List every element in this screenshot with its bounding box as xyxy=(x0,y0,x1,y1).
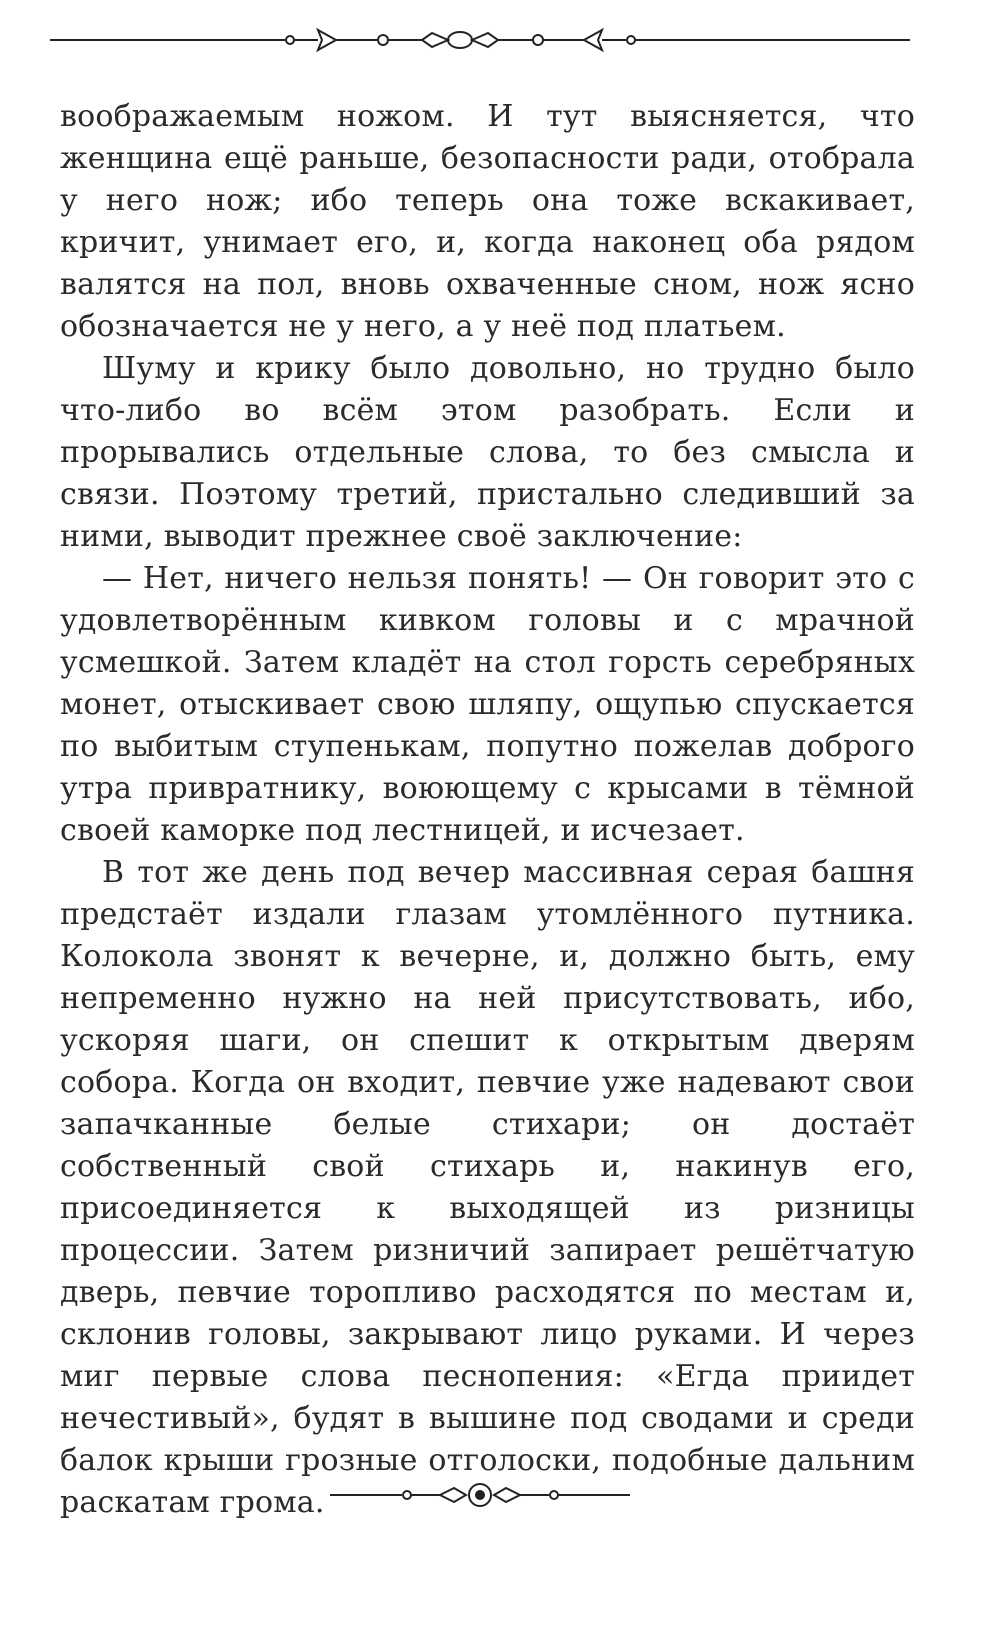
paragraph: — Нет, ничего нельзя понять! — Он говорит это с удовлетворённым кивком головы и с мрачной усмешкой. Затем кладёт на стол горсть серебряных монет, отыскивает свою шляпу, ощупью спускается по выбитым ступенькам, попутно пожелав доброго утра привратнику, воюющему с крысами в тёмной своей каморке под лестницей, и исчезает. xyxy=(60,561,915,848)
footer-ornament-icon xyxy=(330,1478,660,1512)
paragraph: Шуму и крику было довольно, но трудно было что-либо во всём этом разобрать. Если и прорывались отдельные слова, то без смысла и связи. Поэтому третий, пристально следивший за ними, выводит прежнее своё заключение: xyxy=(60,351,915,554)
header-ornament-icon xyxy=(50,18,910,62)
body-text xyxy=(60,96,915,1524)
paragraph: воображаемым ножом. И тут выясняется, что женщина ещё раньше, безопасности ради, отобрала у него нож; ибо теперь она тоже вскакивает, кричит, унимает его, и, когда наконец оба рядом валятся на пол, вновь охваченные сном, нож ясно обозначается не у него, а у неё под платьем. xyxy=(60,99,915,344)
paragraph: В тот же день под вечер массивная серая башня предстаёт издали глазам утомлённого путника. Колокола звонят к вечерне, и, должно быть, ему непременно нужно на ней присутствовать, ибо, ускоряя шаги, он спешит к открытым дверям собора. Когда он входит, певчие уже надевают свои запачканные белые стихари; он достаёт собственный свой стихарь и, накинув его, присоединяется к выходящей из ризницы процессии. Затем ризничий запирает решётчатую дверь, певчие торопливо расходятся по местам и, склонив головы, закрывают лицо руками. И через миг первые слова песнопения: «Егда приидет нечестивый», будят в вышине под сводами и среди балок крыши грозные отголоски, подобные дальним раскатам грома. xyxy=(60,855,915,1520)
